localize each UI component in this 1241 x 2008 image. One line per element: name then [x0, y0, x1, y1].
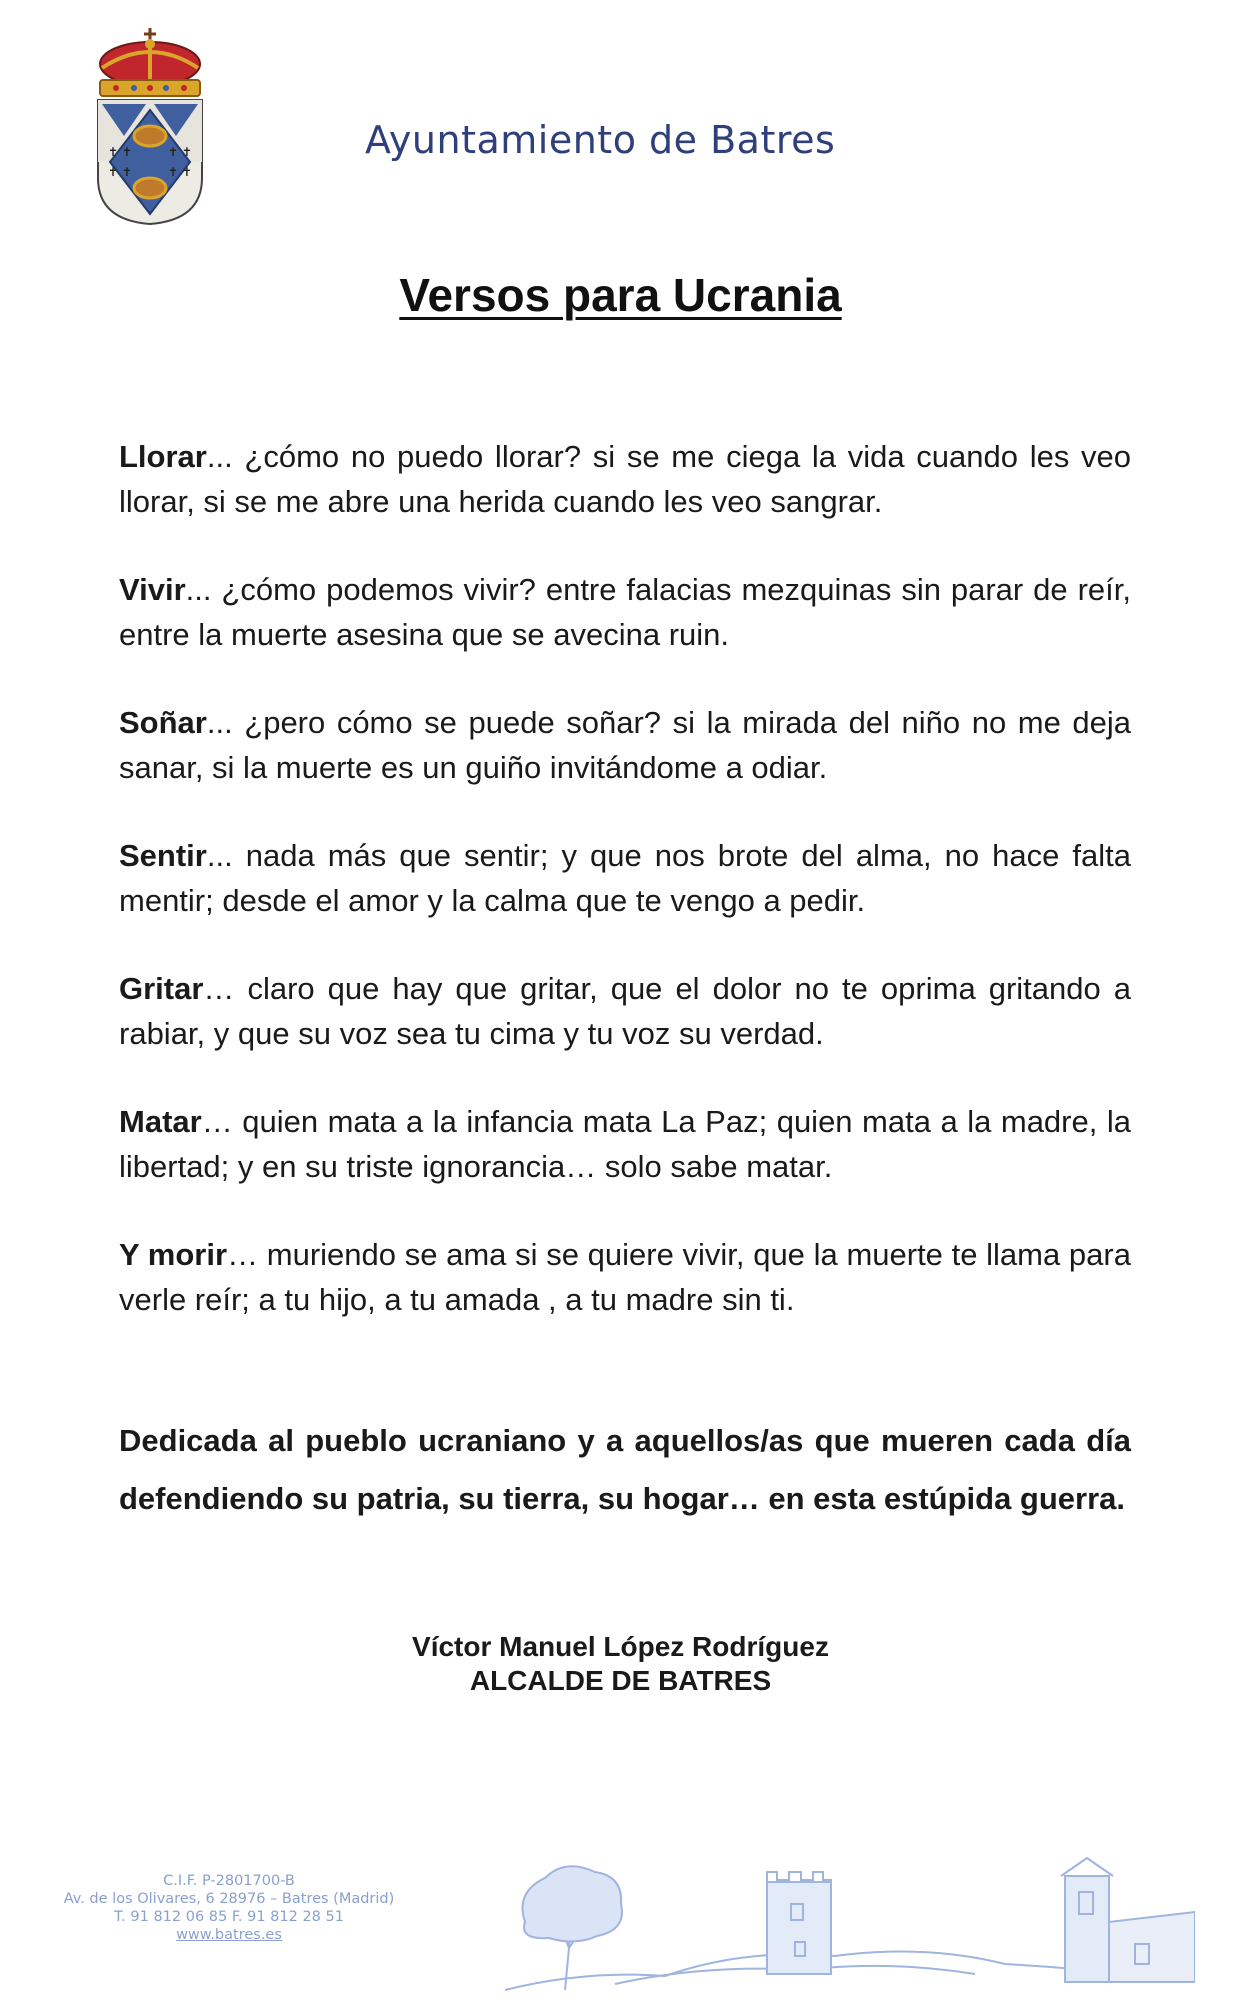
castle-tower-icon	[767, 1872, 831, 1974]
organization-name: Ayuntamiento de Batres	[365, 118, 836, 162]
signature-role: ALCALDE DE BATRES	[469, 1665, 772, 1696]
stanza-text: … quien mata a la infancia mata La Paz; quien mata a la madre, la libertad; y en su triste ignorancia… solo sabe matar.	[119, 1104, 1131, 1184]
tree-icon	[523, 1866, 623, 1990]
village-landscape-drawing	[505, 1852, 1195, 1992]
footer-contact-info	[24, 1872, 434, 1954]
stanza-text: … claro que hay que gritar, que el dolor no te oprima gritando a rabiar, y que su voz sea tu cima y tu voz su verdad.	[119, 971, 1131, 1051]
footer-cif: C.I.F. P-2801700-B	[163, 1873, 295, 1889]
signature-block	[0, 1630, 1241, 1698]
church-icon	[1061, 1858, 1195, 1982]
footer-phones: T. 91 812 06 85 F. 91 812 28 51	[114, 1909, 344, 1925]
stanza	[119, 1232, 1131, 1322]
stanza	[119, 833, 1131, 923]
stanza-text: ... ¿cómo podemos vivir? entre falacias mezquinas sin parar de reír, entre la muerte asesina que se avecina ruin.	[119, 572, 1131, 652]
stanza-lead: Sentir	[119, 838, 207, 873]
crown-icon	[100, 28, 200, 96]
stanza	[119, 1099, 1131, 1189]
stanza-lead: Soñar	[119, 705, 207, 740]
svg-text:✝ ✝: ✝ ✝	[108, 145, 132, 159]
document-title-text: Versos para Ucrania	[399, 269, 842, 321]
stanza-lead: Y morir	[119, 1237, 228, 1272]
stanza-lead: Vivir	[119, 572, 186, 607]
document-title	[0, 268, 1241, 322]
svg-text:✝ ✝: ✝ ✝	[168, 145, 192, 159]
stanza-text: ... ¿cómo no puedo llorar? si se me ciega la vida cuando les veo llorar, si se me abre una herida cuando les veo sangrar.	[119, 439, 1131, 519]
shield-icon	[98, 100, 202, 224]
stanza-text: ... ¿pero cómo se puede soñar? si la mirada del niño no me deja sanar, si la muerte es un guiño invitándome a odiar.	[119, 705, 1131, 785]
dedication-text: Dedicada al pueblo ucraniano y a aquellos/as que mueren cada día defendiendo su patria, su tierra, su hogar… en esta estúpida guerra.	[119, 1423, 1131, 1516]
stanza-lead: Gritar	[119, 971, 204, 1006]
footer-address: Av. de los Olivares, 6 28976 – Batres (Madrid)	[63, 1891, 395, 1907]
stanza-text: ... nada más que sentir; y que nos brote del alma, no hace falta mentir; desde el amor y la calma que te vengo a pedir.	[119, 838, 1131, 918]
svg-text:✝ ✝: ✝ ✝	[168, 165, 192, 179]
poem-body	[119, 434, 1131, 1365]
stanza-lead: Matar	[119, 1104, 202, 1139]
stanza	[119, 434, 1131, 524]
stanza	[119, 966, 1131, 1056]
coat-of-arms-logo	[94, 28, 206, 226]
svg-text:✝ ✝: ✝ ✝	[108, 165, 132, 179]
stanza	[119, 700, 1131, 790]
stanza-lead: Llorar	[119, 439, 207, 474]
footer-website-link[interactable]: www.batres.es	[176, 1927, 282, 1943]
signature-name: Víctor Manuel López Rodríguez	[412, 1631, 829, 1662]
stanza	[119, 567, 1131, 657]
stanza-text: … muriendo se ama si se quiere vivir, que la muerte te llama para verle reír; a tu hijo, a tu amada , a tu madre sin ti.	[119, 1237, 1131, 1317]
